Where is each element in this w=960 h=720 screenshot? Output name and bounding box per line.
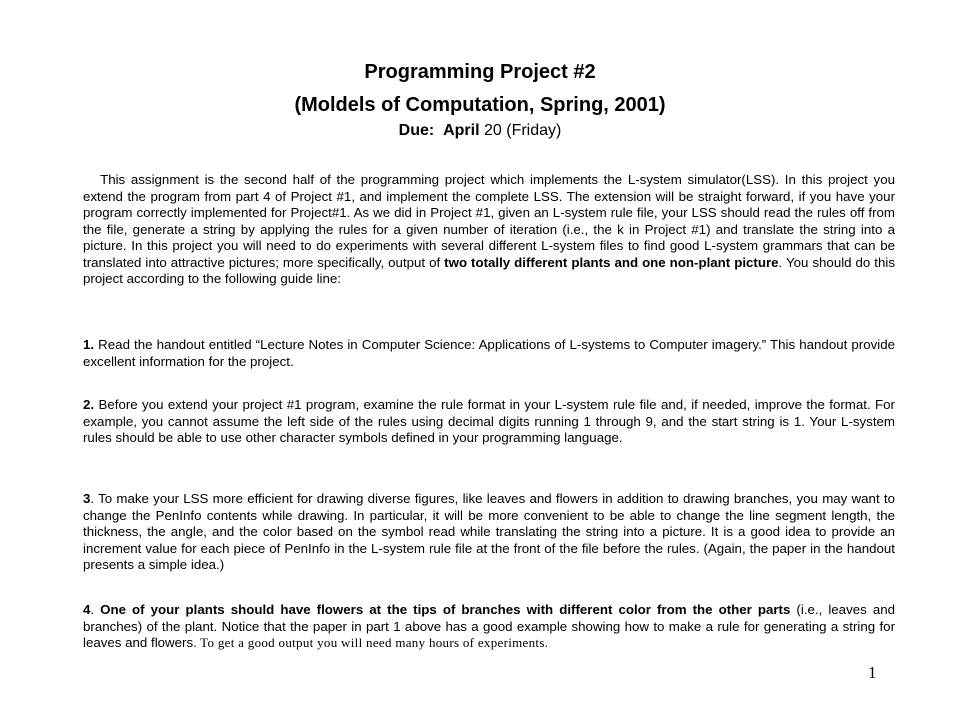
item-text: Read the handout entitled “Lecture Notes in Computer Science: Applications of L-systems to Computer imagery.” This handout provide excellent information for the project. (83, 337, 895, 369)
item-text: Before you extend your project #1 program, examine the rule format in your L-system rule file and, if needed, improve the format. For example, you cannot assume the left side of the rules using decimal digits running 1 through 9, and the start string is 1. Your L-system rules should be able to use other character symbols defined in your programming language. (83, 397, 895, 445)
guideline-item-2 (83, 397, 895, 447)
guideline-item-1 (83, 337, 895, 370)
due-date: 20 (Friday) (484, 122, 562, 139)
due-month: April (443, 122, 480, 139)
item-number: 2. (83, 397, 95, 412)
due-label: Due: (398, 122, 435, 139)
item-serif-text: To get a good output you will need many hours of experiments. (196, 635, 549, 650)
item-text: (i.e., leaves and branches) of the plant. Notice that the paper in part 1 above has a good example showing how to make a rule for generating a string for leaves and flowers. (83, 602, 896, 650)
intro-paragraph (83, 172, 895, 288)
title-line-2: (Moldels of Computation, Spring, 2001) (294, 94, 666, 116)
guideline-item-4 (83, 602, 895, 652)
intro-bold-text: two totally different plants and one non-plant picture (444, 254, 779, 270)
item-number: 1. (83, 337, 95, 352)
guideline-item-3 (83, 491, 895, 574)
item-bold-text: One of your plants should have flowers at the tips of branches with different color from the other parts (100, 602, 791, 617)
intro-text-end: . You should do this project according to the following guide line: (83, 254, 895, 286)
item-text-prefix: . (90, 602, 101, 617)
intro-text: This assignment is the second half of the programming project which implements the L-system simulator(LSS). In this project you extend the program from part 4 of Project #1, and implement the complete LSS. The extension will be straight forward, if you have your program correctly implemented for Project#1. As we did in Project #1, given an L-system rule file, your LSS should read the rules off from the file, generate a string by applying the rules for a given number of iteration (i.e., the k in Project #1) and translate the string into a picture. In this project you will need to do experiments with several different L-system files to find good L-system grammars that can be translated into attractive pictures; more specifically, output of (83, 172, 895, 270)
item-text: . To make your LSS more efficient for drawing diverse figures, like leaves and flowers in addition to drawing branches, you may want to change the PenInfo contents while drawing. In particular, it will be more convenient to be able to change the line segment length, the thickness, the angle, and the color based on the symbol read while translating the string into a picture. It is a good idea to provide an increment value for each piece of PenInfo in the L-system rule file at the front of the file before the rules. (Again, the paper in the handout presents a simple idea.) (83, 491, 895, 572)
page-number: 1 (868, 663, 877, 682)
item-number: 3 (83, 491, 91, 506)
item-number: 4 (83, 602, 91, 617)
due-date-line (0, 121, 960, 141)
title-line-1: Programming Project #2 (364, 61, 596, 83)
